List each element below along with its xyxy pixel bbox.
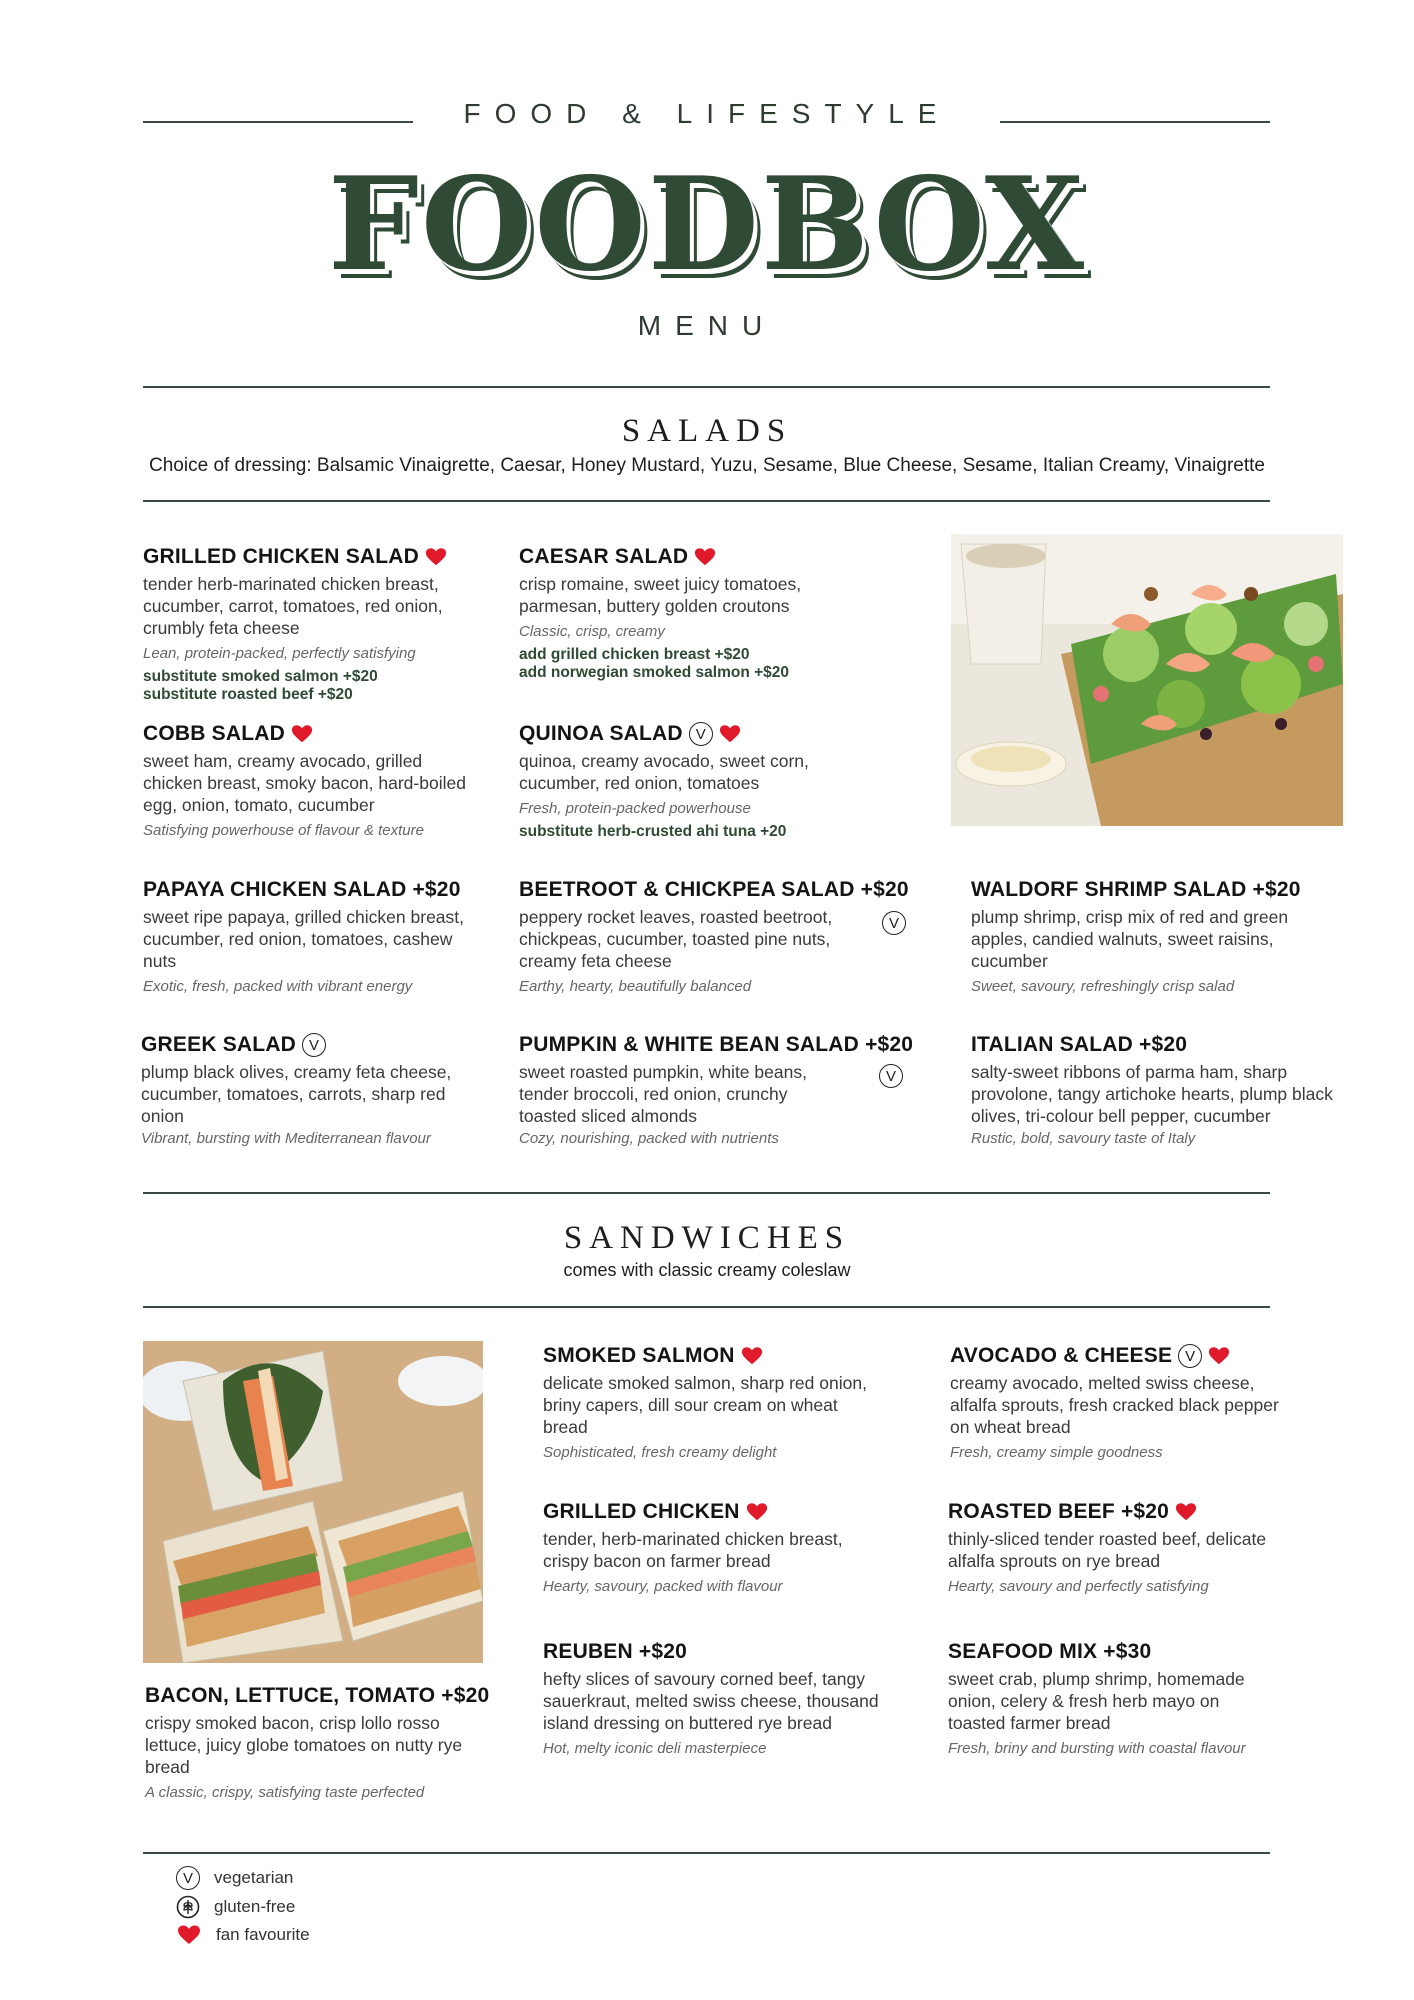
item-option: add norwegian smoked salmon +$20 (519, 664, 790, 681)
item-tagline: Earthy, hearty, beautifully balanced (519, 978, 752, 995)
legend-label: vegetarian (214, 1868, 294, 1887)
item-name: WALDORF SHRIMP SALAD +$20 (971, 878, 1301, 901)
heart-icon (741, 1345, 763, 1367)
divider (143, 500, 1270, 502)
item-name: BACON, LETTUCE, TOMATO +$20 (145, 1684, 490, 1707)
sandwich-photo (143, 1341, 483, 1663)
legend-gluten-free (176, 1895, 295, 1919)
item-description: creamy avocado, melted swiss cheese, alfalfa sprouts, fresh cracked black pepper on wheat bread (950, 1373, 1279, 1437)
item-tagline: Hot, melty iconic deli masterpiece (543, 1740, 767, 1757)
item-tagline: Satisfying powerhouse of flavour & texture (143, 822, 424, 839)
menu-item (519, 545, 849, 682)
item-name: PAPAYA CHICKEN SALAD +$20 (143, 878, 461, 901)
item-tagline: Classic, crisp, creamy (519, 623, 665, 640)
item-name: CAESAR SALAD (519, 545, 849, 569)
sandwiches-subtitle: comes with classic creamy coleslaw (563, 1260, 851, 1280)
item-tagline: Rustic, bold, savoury taste of Italy (971, 1130, 1196, 1147)
item-name: GRILLED CHICKEN (543, 1500, 903, 1524)
menu-item (519, 722, 859, 841)
divider (143, 1852, 1270, 1854)
divider (143, 386, 1270, 388)
menu-item (971, 878, 1331, 995)
sandwich-image (143, 1341, 483, 1663)
vegetarian-icon: V (176, 1866, 200, 1890)
item-name: QUINOA SALAD V (519, 722, 859, 746)
legend-label: gluten-free (214, 1897, 296, 1916)
item-description: plump shrimp, crisp mix of red and green apples, candied walnuts, sweet raisins, cucumber (971, 907, 1289, 971)
item-name: ITALIAN SALAD +$20 (971, 1033, 1188, 1056)
menu-item (971, 1033, 1351, 1147)
item-tagline: Fresh, creamy simple goodness (950, 1444, 1163, 1461)
heart-icon (291, 723, 313, 745)
heart-icon (719, 723, 741, 745)
heart-icon (746, 1501, 768, 1523)
menu-item (519, 1033, 939, 1147)
item-option: add grilled chicken breast +$20 (519, 646, 750, 663)
item-name: AVOCADO & CHEESE V (950, 1344, 1310, 1368)
vegetarian-icon: V (882, 911, 906, 935)
item-name: SMOKED SALMON (543, 1344, 903, 1368)
item-option: substitute roasted beef +$20 (143, 686, 353, 703)
salad-photo (951, 534, 1343, 826)
item-tagline: Sweet, savoury, refreshingly crisp salad (971, 978, 1235, 995)
menu-item (543, 1500, 903, 1595)
salads-subtitle: Choice of dressing: Balsamic Vinaigrette, Caesar, Honey Mustard, Yuzu, Sesame, Blue Cheese, Sesame, Italian Creamy, Vinaigrette (149, 455, 1265, 476)
menu-item (143, 722, 483, 839)
item-tagline: Fresh, protein-packed powerhouse (519, 800, 751, 817)
item-description: tender, herb-marinated chicken breast, crispy bacon on farmer bread (543, 1529, 843, 1571)
item-option: substitute herb-crusted ahi tuna +20 (519, 823, 787, 840)
item-description: tender herb-marinated chicken breast, cucumber, carrot, tomatoes, red onion, crumbly feta cheese (143, 574, 443, 638)
legend-vegetarian (176, 1866, 293, 1890)
item-tagline: Hearty, savoury and perfectly satisfying (948, 1578, 1209, 1595)
divider (143, 1306, 1270, 1308)
item-description: peppery rocket leaves, roasted beetroot, chickpeas, cucumber, toasted pine nuts, creamy feta cheese (519, 907, 833, 971)
menu-item (143, 545, 473, 704)
legend-label: fan favourite (216, 1925, 310, 1944)
item-tagline: Sophisticated, fresh creamy delight (543, 1444, 777, 1461)
item-description: sweet ham, creamy avocado, grilled chicken breast, smoky bacon, hard-boiled egg, onion, tomato, cucumber (143, 751, 466, 815)
heart-icon (694, 546, 716, 568)
heart-icon (1208, 1345, 1230, 1367)
vegetarian-icon: V (879, 1064, 903, 1088)
item-description: delicate smoked salmon, sharp red onion, briny capers, dill sour cream on wheat bread (543, 1373, 867, 1437)
item-description: crisp romaine, sweet juicy tomatoes, parmesan, buttery golden croutons (519, 574, 802, 616)
heart-icon (425, 546, 447, 568)
divider (143, 1192, 1270, 1194)
item-description: crispy smoked bacon, crisp lollo rosso lettuce, juicy globe tomatoes on nutty rye bread (145, 1713, 463, 1777)
tagline: FOOD & LIFESTYLE (463, 98, 951, 129)
item-name: ROASTED BEEF +$20 (948, 1500, 1308, 1524)
item-tagline: A classic, crispy, satisfying taste perfected (145, 1784, 425, 1801)
salads-title: SALADS (621, 413, 793, 449)
item-description: thinly-sliced tender roasted beef, delicate alfalfa sprouts on rye bread (948, 1529, 1267, 1571)
gluten-free-icon (176, 1895, 200, 1919)
heart-icon (176, 1923, 202, 1947)
item-tagline: Fresh, briny and bursting with coastal flavour (948, 1740, 1246, 1757)
menu-item (948, 1640, 1308, 1757)
menu-item (543, 1344, 903, 1461)
item-name: COBB SALAD (143, 722, 483, 746)
item-description: plump black olives, creamy feta cheese, cucumber, tomatoes, carrots, sharp red onion (141, 1062, 452, 1126)
item-tagline: Exotic, fresh, packed with vibrant energy (143, 978, 413, 995)
sandwiches-title: SANDWICHES (563, 1220, 851, 1256)
menu-item (519, 878, 909, 995)
item-description: sweet ripe papaya, grilled chicken breast, cucumber, red onion, tomatoes, cashew nuts (143, 907, 465, 971)
item-description: hefty slices of savoury corned beef, tangy sauerkraut, melted swiss cheese, thousand island dressing on buttered rye bread (543, 1669, 879, 1733)
menu-item (543, 1640, 903, 1757)
item-tagline: Lean, protein-packed, perfectly satisfying (143, 645, 416, 662)
item-description: sweet crab, plump shrimp, homemade onion, celery & fresh herb mayo on toasted farmer bread (948, 1669, 1245, 1733)
menu-item (145, 1684, 525, 1801)
menu-title: MENU (637, 310, 777, 341)
item-description: sweet roasted pumpkin, white beans, tender broccoli, red onion, crunchy toasted sliced almonds (519, 1062, 807, 1126)
item-description: salty-sweet ribbons of parma ham, sharp provolone, tangy artichoke hearts, plump black olives, tri-colour bell pepper, cucumber (971, 1062, 1333, 1126)
item-description: quinoa, creamy avocado, sweet corn, cucumber, red onion, tomatoes (519, 751, 809, 793)
item-tagline: Vibrant, bursting with Mediterranean flavour (141, 1130, 431, 1147)
item-name: PUMPKIN & WHITE BEAN SALAD +$20 (519, 1033, 914, 1056)
item-tagline: Cozy, nourishing, packed with nutrients (519, 1130, 779, 1147)
item-name: GREEK SALAD V (141, 1033, 491, 1057)
menu-item (948, 1500, 1308, 1595)
menu-item (950, 1344, 1310, 1461)
salad-image (951, 534, 1343, 826)
brand-logo: FOODBOX (328, 150, 1086, 300)
vegetarian-icon: V (689, 722, 713, 746)
menu-item (141, 1033, 491, 1147)
item-option: substitute smoked salmon +$20 (143, 668, 378, 685)
heart-icon (1175, 1501, 1197, 1523)
item-name: SEAFOOD MIX +$30 (948, 1640, 1152, 1663)
menu-item (143, 878, 473, 995)
vegetarian-icon: V (1178, 1344, 1202, 1368)
item-name: GRILLED CHICKEN SALAD (143, 545, 473, 569)
item-tagline: Hearty, savoury, packed with flavour (543, 1578, 783, 1595)
item-name: REUBEN +$20 (543, 1640, 688, 1663)
item-name: BEETROOT & CHICKPEA SALAD +$20 (519, 878, 909, 901)
legend-fan-favourite (176, 1923, 310, 1947)
vegetarian-icon: V (302, 1033, 326, 1057)
